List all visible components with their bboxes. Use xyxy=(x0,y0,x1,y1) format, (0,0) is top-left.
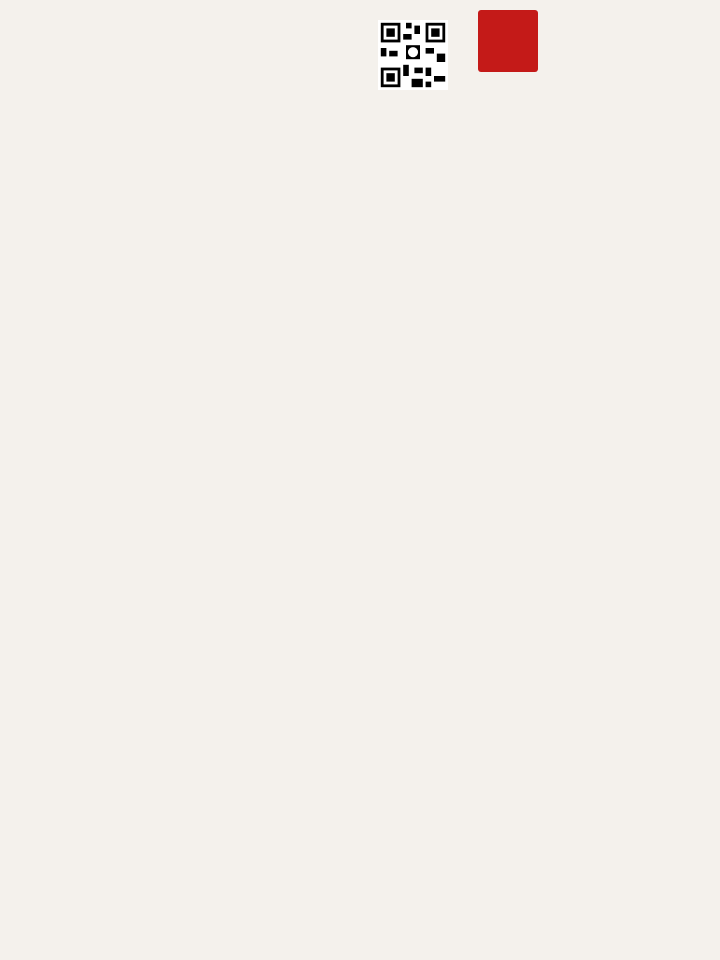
qr-code-icon[interactable] xyxy=(378,20,448,90)
seal-icon xyxy=(478,10,538,72)
header xyxy=(0,0,720,100)
logo xyxy=(478,10,718,72)
